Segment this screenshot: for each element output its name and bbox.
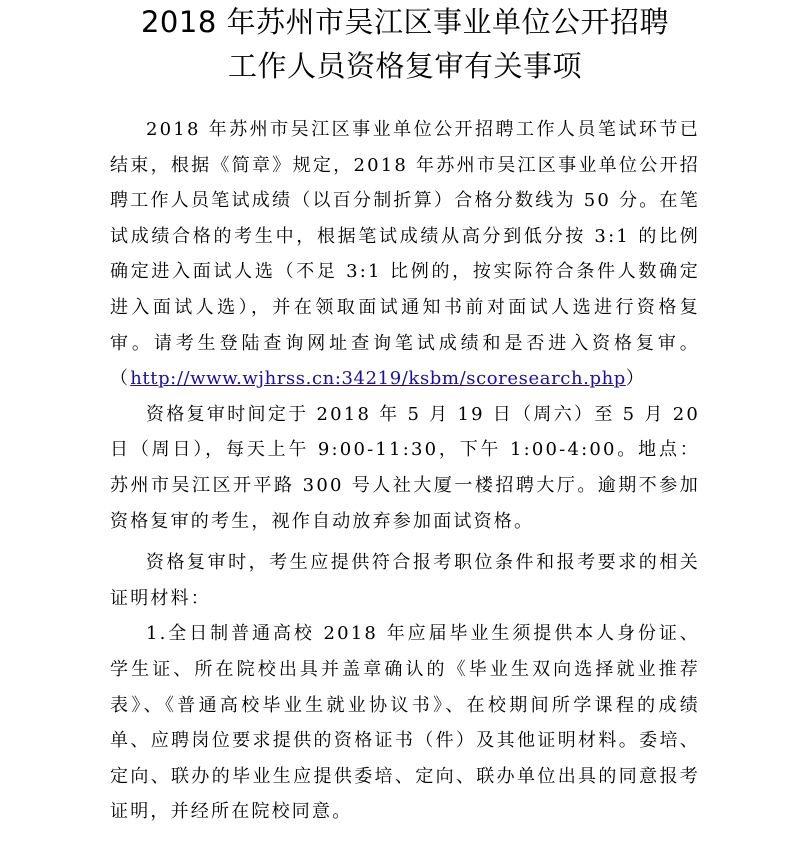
score-search-link[interactable]: http://www.wjhrss.cn:34219/ksbm/scoresearch.php [130,368,626,390]
paragraph-exam-results-text: 2018 年苏州市吴江区事业单位公开招聘工作人员笔试环节已结束，根据《简章》规定，2018 年苏州市吴江区事业单位公开招聘工作人员笔试成绩（以百分制折算）合格分数线为 50 分。在笔试成绩合格的考生中，根据笔试成绩从高分到低分按 3:1 的比例确定进入面试人选（不足 3:1 比例的，按实际符合条件人数确定进入面试人选），并在领取面试通知书前对面试人选进行资格复审。请考生登陆查询网址查询笔试成绩和是否进入资格复审。（ [110,119,700,390]
document-title-line-1: 2018 年苏州市吴江区事业单位公开招聘 [140,5,670,39]
paragraph-review-materials: 资格复审时，考生应提供符合报考职位条件和报考要求的相关证明材料： [110,552,700,609]
document-body [110,112,700,830]
paragraph-graduate-requirements: 1.全日制普通高校 2018 年应届毕业生须提供本人身份证、学生证、所在院校出具并盖章确认的《毕业生双向选择就业推荐表》、《普通高校毕业生就业协议书》、在校期间所学课程的成绩单、应聘岗位要求提供的资格证书（件）及其他证明材料。委培、定向、联办的毕业生应提供委培、定向、联办单位出具的同意报考证明，并经所在院校同意。 [110,623,700,823]
document-title-line-2: 工作人员资格复审有关事项 [227,49,582,83]
paragraph-exam-results-close: ） [625,368,647,390]
paragraph-review-schedule: 资格复审时间定于 2018 年 5 月 19 日（周六）至 5 月 20 日（周日），每天上午 9:00-11:30，下午 1:00-4:00。地点：苏州市吴江区开平路 300 号人社大厦一楼招聘大厅。逾期不参加资格复审的考生，视作自动放弃参加面试资格。 [110,403,700,532]
paragraph-exam-results [110,112,700,397]
